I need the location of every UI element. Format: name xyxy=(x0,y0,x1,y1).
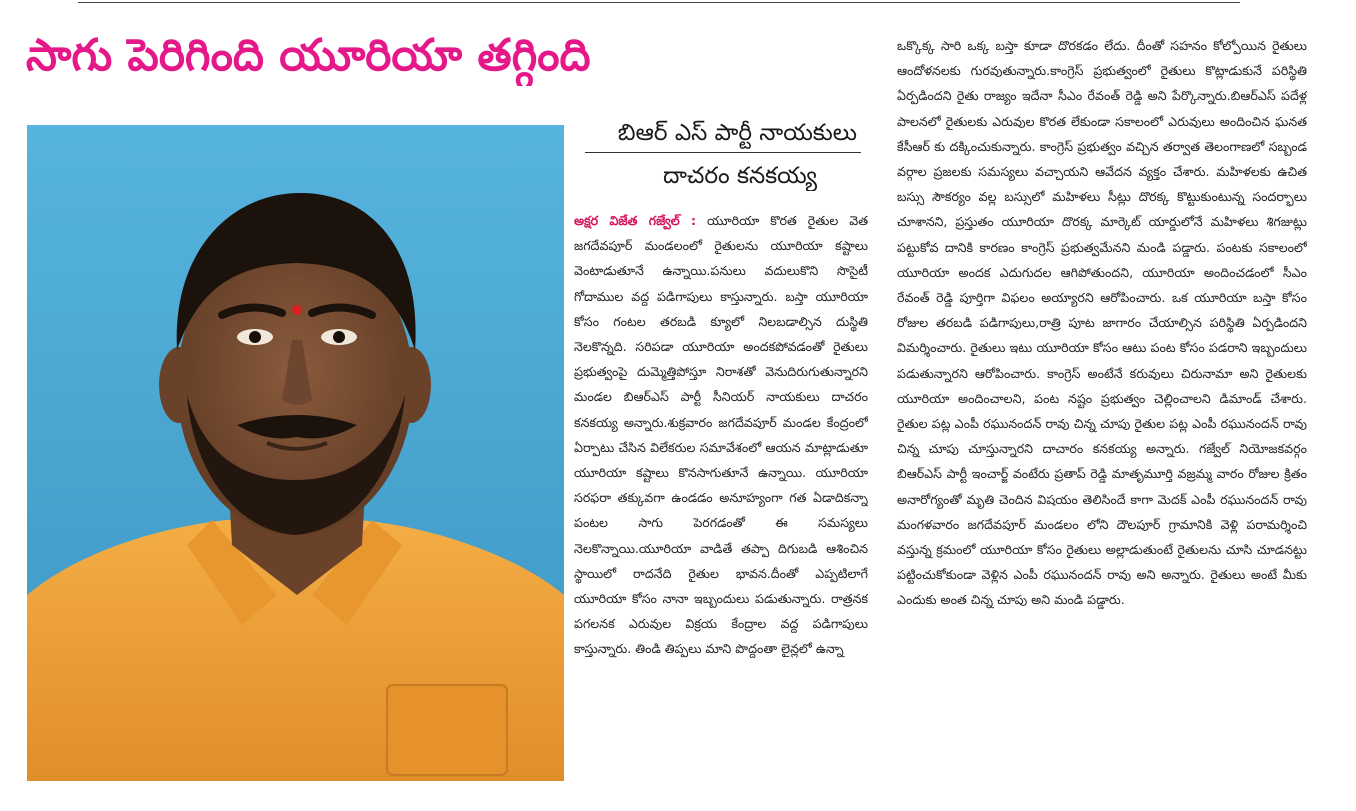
byline xyxy=(585,116,861,191)
top-rule xyxy=(78,2,1240,3)
article-body-right: ఒక్కొక్క సారి ఒక్క బస్తా కూడా దొరకడం లేదు. దీంతో సహనం కోల్పోయిన రైతులు ఆందోళనలకు గురవుతున్నారు.కాంగ్రెస్ ప్రభుత్వంలో రైతులు కొట్లాడుకునే పరిస్థితి ఏర్పడిందని రైతు రాజ్యం ఇదేనా సీఎం రేవంత్ రెడ్డి అని పేర్కొన్నారు.బిఆర్ఎస్ పదేళ్ల పాలనలో రైతులకు ఎరువుల కొరత లేకుండా సకాలంలో ఎరువులు అందించిన ఘనత కేసీఆర్ కు దక్కించుకున్నారు. కాంగ్రెస్ ప్రభుత్వం వచ్చిన తర్వాత తెలంగాణలో సబ్బండ వర్గాల ప్రజలకు సమస్యలు వచ్చాయని ఆవేదన వ్యక్తం చేశారు. మహిళలకు ఉచిత బస్సు సౌకర్యం వల్ల బస్సులో మహిళలు సీట్లు దొరక్క కొట్టుకుంటున్న సందర్భాలు చూశానని, ప్రస్తుతం యూరియా దొరక్క మార్కెట్ యార్డులోనే మహిళలు శిగజుట్లు పట్టుకోవ దానికి కారణం కాంగ్రెస్ ప్రభుత్వమేనని మండి పడ్డారు. పంటకు సకాలంలో యూరియా అందక ఎదుగుదల ఆగిపోతుందని, యూరియా అందించడంలో సీఎం రేవంత్ రెడ్డి పూర్తిగా విఫలం అయ్యారని ఆరోపించారు. ఒక యూరియా బస్తా కోసం రోజుల తరబడి పడిగాపులు,రాత్రి పూట జాగారం చేయాల్సిన పరిస్థితి ఏర్పడిందని విమర్శించారు. రైతులు ఇటు యూరియా కోసం ఆటు పంట కోసం పడరాని ఇబ్బందులు పడుతున్నారని ఆరోపించారు. కాంగ్రెస్ అంటేనే కరువులు చిరునామా అని రైతులకు యూరియా అందించాలని, పంట నష్టం ప్రభుత్వం చెల్లించాలని డిమాండ్ చేశారు. రైతుల పట్ల ఎంపీ రఘునందన్ రావు చిన్న చూపు రైతుల పట్ల ఎంపీ రఘునందన్ రావు చిన్న చూపు చూస్తున్నారని దాచారం కనకయ్య అన్నారు. గజ్వేల్ నియోజకవర్గం బిఆర్ఎస్ పార్టీ ఇంచార్జ్ వంటేరు ప్రతాప్ రెడ్డి మాతృమూర్తి వజ్రమ్మ వారం రోజుల క్రితం అనారోగ్యంతో మృతి చెందిన విషయం తెలిసిందే కాగా మెదక్ ఎంపీ రఘునందన్ రావు మంగళవారం జగదేవపూర్ మండలం లోని దౌలపూర్ గ్రామానికి వెళ్లి పరామర్శించి వస్తున్న క్రమంలో యూరియా కోసం రైతులు అల్లాడుతుంటే రైతులను చూసి చూడనట్టు పట్టించుకోకుండా వెళ్లిన ఎంపీ రఘునందన్ రావు అని అన్నారు. రైతులు అంటే మీకు ఎందుకు అంత చిన్న చూపు అని మండి పడ్డారు. xyxy=(897,38,1307,608)
byline-title: బిఆర్ ఎస్ పార్టీ నాయకులు xyxy=(585,116,861,153)
portrait-photo xyxy=(27,125,564,781)
portrait-illustration xyxy=(27,125,564,781)
headline: సాగు పెరిగింది యూరియా తగ్గింది xyxy=(26,30,591,81)
dateline: అక్షర విజేత గజ్వేల్ : xyxy=(574,213,697,228)
article-body-middle: యూరియా కొరత రైతుల వెత జగదేవపూర్ మండలంలో రైతులను యూరియా కష్టాలు వెంటాడుతూనే ఉన్నాయి.పనులు వదులుకొని సొసైటీ గోదాముల వద్ద పడిగాపులు కాస్తున్నారు. బస్తా యూరియా కోసం గంటల తరబడి క్యూలో నిలబడాల్సిన దుస్థితి నెలకొన్నది. సరిపడా యూరియా అందకపోవడంతో రైతులు ప్రభుత్వంపై దుమ్మెత్తిపోస్తూ నిరాశతో వెనుదిరుగుతున్నారని మండల బిఆర్ఎస్ పార్టీ సీనియర్ నాయకులు దాచరం కనకయ్య అన్నారు.శుక్రవారం జగదేవపూర్ మండల కేంద్రంలో ఏర్పాటు చేసిన విలేకరుల సమావేశంలో ఆయన మాట్లాడుతూ యూరియా కష్టాలు కొనసాగుతూనే ఉన్నాయి. యూరియా సరఫరా తక్కువగా ఉండడం అనూహ్యంగా గత ఏడాదికన్నా పంటల సాగు పెరగడంతో ఈ సమస్యలు నెలకొన్నాయి.యూరియా వాడితే తప్పా దిగుబడి ఆశించిన స్థాయిలో రాదనేది రైతుల భావన.దీంతో ఎప్పటిలాగే యూరియా కోసం నానా ఇబ్బందులు పడుతున్నారు. రాత్రనక పగలనక ఎరువుల విక్రయ కేంద్రాల వద్ద పడిగాపులు కాస్తున్నారు. తిండి తిప్పలు మాని పొద్దంతా లైన్లలో ఉన్నా xyxy=(574,213,868,657)
article-column-middle xyxy=(574,208,868,808)
article-column-right xyxy=(897,33,1307,805)
byline-name: దాచరం కనకయ్య xyxy=(662,163,817,189)
